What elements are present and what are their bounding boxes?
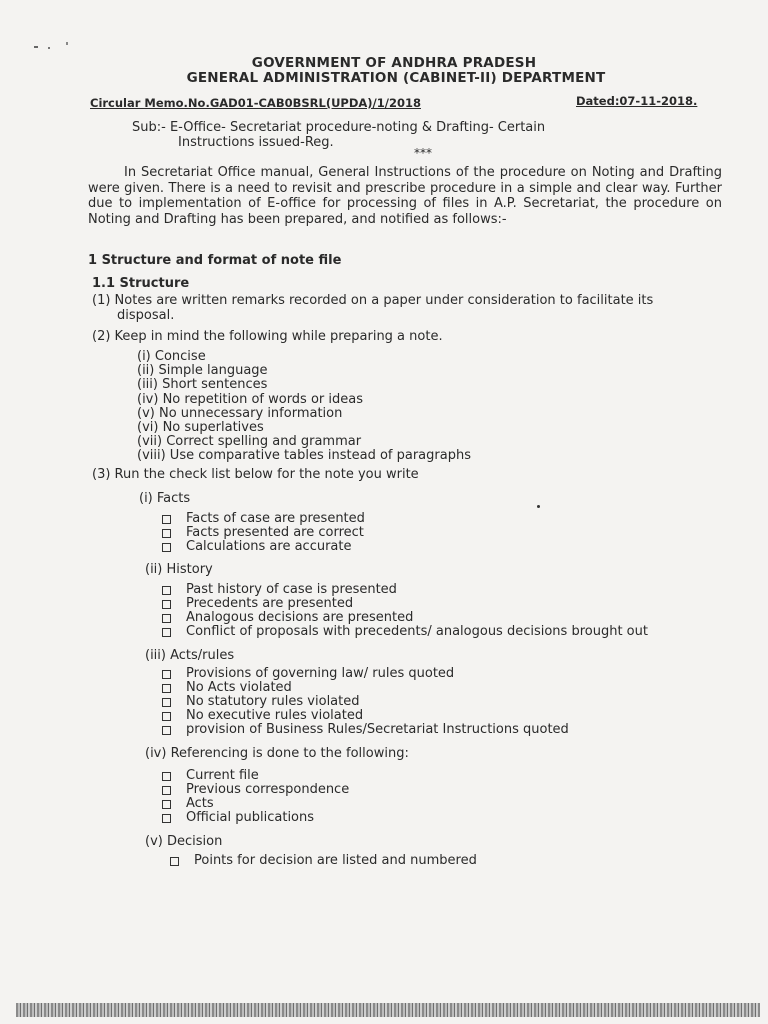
checklist-item: No Acts violated: [162, 681, 569, 695]
checkbox-icon: [162, 786, 171, 795]
checklist-item: Precedents are presented: [162, 597, 648, 611]
scan-edge-strip: [16, 1003, 760, 1017]
checkbox-icon: [162, 529, 171, 538]
checklist-acts: [162, 667, 569, 737]
checklist-item: Points for decision are listed and numbered: [170, 854, 477, 868]
checkbox-icon: [162, 814, 171, 823]
principle-item: (iv) No repetition of words or ideas: [137, 391, 363, 407]
checkbox-icon: [162, 515, 171, 524]
checklist-item: Past history of case is presented: [162, 583, 648, 597]
checkbox-icon: [162, 698, 171, 707]
point-2: (2) Keep in mind the following while preparing a note.: [92, 329, 443, 344]
checklist-item: Previous correspondence: [162, 783, 349, 797]
checklist-history: [162, 583, 648, 639]
checkbox-icon: [162, 670, 171, 679]
principle-item: (iii) Short sentences: [137, 377, 268, 393]
principle-item: (viii) Use comparative tables instead of paragraphs: [137, 448, 471, 464]
point-3: (3) Run the check list below for the note you write: [92, 467, 419, 482]
checklist-item: Conflict of proposals with precedents/ analogous decisions brought out: [162, 625, 648, 639]
checkbox-icon: [162, 712, 171, 721]
checkbox-icon: [162, 800, 171, 809]
checklist-decision: [170, 854, 477, 868]
point-1-line-1: (1) Notes are written remarks recorded on a paper under consideration to facilitate its: [92, 293, 654, 308]
checklist-decision-title: (v) Decision: [145, 834, 223, 849]
checkbox-icon: [162, 600, 171, 609]
checkbox-icon: [162, 614, 171, 623]
checklist-acts-title: (iii) Acts/rules: [145, 648, 235, 663]
scan-speck: [66, 42, 68, 45]
checklist-item: provision of Business Rules/Secretariat Instructions quoted: [162, 723, 569, 737]
checklist-item: Calculations are accurate: [162, 540, 365, 554]
intro-paragraph: In Secretariat Office manual, General Instructions of the procedure on Noting and Drafting were given. There is a need to revisit and prescribe procedure in a simple and clear way. Further due to implementation of E-office for processing of files in A.P. Secretariat, the procedure on Noting and Drafting has been prepared, and notified as follows:-: [88, 165, 722, 227]
checklist-history-title: (ii) History: [145, 562, 213, 577]
scan-speck: [34, 46, 38, 48]
scan-speck: [48, 47, 50, 49]
principle-item: (i) Concise: [137, 349, 206, 364]
subject-separator: ***: [414, 146, 432, 160]
checkbox-icon: [162, 586, 171, 595]
checklist-facts: [162, 512, 365, 554]
checklist-item: No statutory rules violated: [162, 695, 569, 709]
checkbox-icon: [162, 684, 171, 693]
subject-line-2: Instructions issued-Reg.: [178, 135, 334, 150]
checklist-item: Facts presented are correct: [162, 526, 365, 540]
checkbox-icon: [162, 628, 171, 637]
checkbox-icon: [162, 726, 171, 735]
subject-block: [132, 120, 545, 150]
checklist-facts-title: (i) Facts: [139, 491, 191, 506]
principle-item: (vii) Correct spelling and grammar: [137, 434, 362, 450]
section-heading: 1 Structure and format of note file: [88, 253, 342, 268]
header-department: GENERAL ADMINISTRATION (CABINET-II) DEPARTMENT: [186, 70, 606, 86]
principles-list: [137, 350, 471, 464]
scan-speck: [537, 505, 540, 508]
memo-number: Circular Memo.No.GAD01-CAB0BSRL(UPDA)/1/2018: [90, 96, 421, 110]
checklist-referencing: [162, 769, 349, 825]
principle-item: (v) No unnecessary information: [137, 405, 343, 421]
checklist-referencing-title: (iv) Referencing is done to the following:: [145, 746, 409, 761]
subject-line-1: Sub:- E-Office- Secretariat procedure-noting & Drafting- Certain: [132, 120, 546, 135]
section-subheading: 1.1 Structure: [92, 276, 190, 291]
checklist-item: Facts of case are presented: [162, 512, 365, 526]
point-1: [92, 294, 653, 323]
checklist-item: Official publications: [162, 811, 349, 825]
checkbox-icon: [162, 772, 171, 781]
checklist-item: Analogous decisions are presented: [162, 611, 648, 625]
checklist-item: Acts: [162, 797, 349, 811]
checkbox-icon: [162, 543, 171, 552]
principle-item: (vi) No superlatives: [137, 419, 264, 435]
checklist-item: No executive rules violated: [162, 709, 569, 723]
checklist-item: Provisions of governing law/ rules quoted: [162, 667, 569, 681]
memo-date: Dated:07-11-2018.: [576, 94, 698, 108]
checklist-item: Current file: [162, 769, 349, 783]
header-government: GOVERNMENT OF ANDHRA PRADESH: [251, 55, 537, 71]
principle-item: (ii) Simple language: [137, 363, 268, 379]
point-1-line-2: disposal.: [117, 307, 175, 323]
checkbox-icon: [170, 857, 179, 866]
